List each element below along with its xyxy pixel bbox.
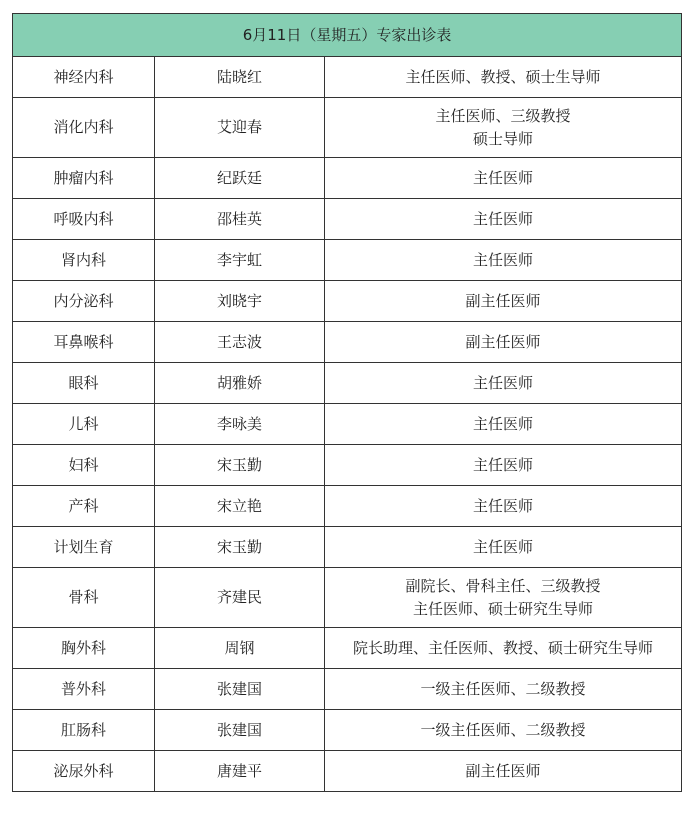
title-line: 副主任医师: [465, 291, 541, 310]
doctor-name-cell: 李宇虹: [155, 240, 325, 281]
doctor-title-cell: [325, 240, 682, 281]
title-line: 主任医师: [473, 373, 534, 392]
doctor-title-cell: [325, 363, 682, 404]
title-line: 主任医师、教授、硕士生导师: [405, 67, 601, 86]
doctor-name-cell: 宋立艳: [155, 486, 325, 527]
table-row: [13, 363, 682, 404]
doctor-title-cell: [325, 199, 682, 240]
doctor-title-cell: [325, 158, 682, 199]
title-line: 主任医师: [473, 414, 534, 433]
table-row: [13, 527, 682, 568]
table-row: [13, 486, 682, 527]
title-line: 副主任医师: [465, 761, 541, 780]
doctor-name-cell: 周钢: [155, 628, 325, 669]
doctor-title-cell: [325, 628, 682, 669]
table-row: [13, 751, 682, 792]
table-row: [13, 240, 682, 281]
department-cell: 肾内科: [13, 240, 155, 281]
department-cell: 呼吸内科: [13, 199, 155, 240]
department-cell: 普外科: [13, 669, 155, 710]
doctor-name-cell: 邵桂英: [155, 199, 325, 240]
table-row: [13, 98, 682, 158]
title-line: 硕士导师: [473, 129, 534, 148]
department-cell: 肿瘤内科: [13, 158, 155, 199]
doctor-name-cell: 张建国: [155, 669, 325, 710]
title-line: 主任医师、三级教授: [435, 106, 571, 125]
doctor-name-cell: 张建国: [155, 710, 325, 751]
doctor-title-cell: [325, 486, 682, 527]
department-cell: 眼科: [13, 363, 155, 404]
doctor-title-cell: [325, 568, 682, 628]
department-cell: 消化内科: [13, 98, 155, 158]
doctor-name-cell: 唐建平: [155, 751, 325, 792]
title-line: 副主任医师: [465, 332, 541, 351]
department-cell: 计划生育: [13, 527, 155, 568]
title-line: 主任医师: [473, 250, 534, 269]
title-line: 主任医师: [473, 455, 534, 474]
title-line: 主任医师: [473, 168, 534, 187]
doctor-name-cell: 陆晓红: [155, 57, 325, 98]
department-cell: 骨科: [13, 568, 155, 628]
department-cell: 耳鼻喉科: [13, 322, 155, 363]
doctor-title-cell: [325, 57, 682, 98]
doctor-title-cell: [325, 98, 682, 158]
doctor-name-cell: 胡雅娇: [155, 363, 325, 404]
doctor-name-cell: 宋玉勤: [155, 527, 325, 568]
department-cell: 肛肠科: [13, 710, 155, 751]
title-line: 主任医师、硕士研究生导师: [413, 599, 594, 618]
title-line: 主任医师: [473, 537, 534, 556]
doctor-title-cell: [325, 710, 682, 751]
doctor-name-cell: 李咏美: [155, 404, 325, 445]
table-row: [13, 322, 682, 363]
department-cell: 胸外科: [13, 628, 155, 669]
doctor-name-cell: 纪跃廷: [155, 158, 325, 199]
doctor-name-cell: 齐建民: [155, 568, 325, 628]
doctor-title-cell: [325, 404, 682, 445]
doctor-name-cell: 艾迎春: [155, 98, 325, 158]
table-row: [13, 710, 682, 751]
department-cell: 儿科: [13, 404, 155, 445]
department-cell: 妇科: [13, 445, 155, 486]
title-line: 一级主任医师、二级教授: [420, 720, 586, 739]
title-line: 主任医师: [473, 496, 534, 515]
table-row: [13, 281, 682, 322]
doctor-title-cell: [325, 322, 682, 363]
doctor-title-cell: [325, 445, 682, 486]
table-row: [13, 568, 682, 628]
doctor-title-cell: [325, 527, 682, 568]
table-body: [13, 57, 682, 792]
title-line: 院长助理、主任医师、教授、硕士研究生导师: [353, 638, 654, 657]
table-row: [13, 158, 682, 199]
table-row: [13, 628, 682, 669]
table-row: [13, 445, 682, 486]
table-title: 6月11日（星期五）专家出诊表: [13, 14, 682, 57]
doctor-name-cell: 王志波: [155, 322, 325, 363]
table-row: [13, 199, 682, 240]
doctor-name-cell: 宋玉勤: [155, 445, 325, 486]
expert-schedule-table: [12, 13, 682, 792]
department-cell: 内分泌科: [13, 281, 155, 322]
doctor-title-cell: [325, 281, 682, 322]
schedule-sheet: [12, 13, 681, 792]
table-row: [13, 57, 682, 98]
title-line: 副院长、骨科主任、三级教授: [405, 576, 601, 595]
doctor-title-cell: [325, 751, 682, 792]
department-cell: 泌尿外科: [13, 751, 155, 792]
department-cell: 神经内科: [13, 57, 155, 98]
table-row: [13, 404, 682, 445]
doctor-name-cell: 刘晓宇: [155, 281, 325, 322]
doctor-title-cell: [325, 669, 682, 710]
department-cell: 产科: [13, 486, 155, 527]
title-line: 主任医师: [473, 209, 534, 228]
title-line: 一级主任医师、二级教授: [420, 679, 586, 698]
table-row: [13, 669, 682, 710]
